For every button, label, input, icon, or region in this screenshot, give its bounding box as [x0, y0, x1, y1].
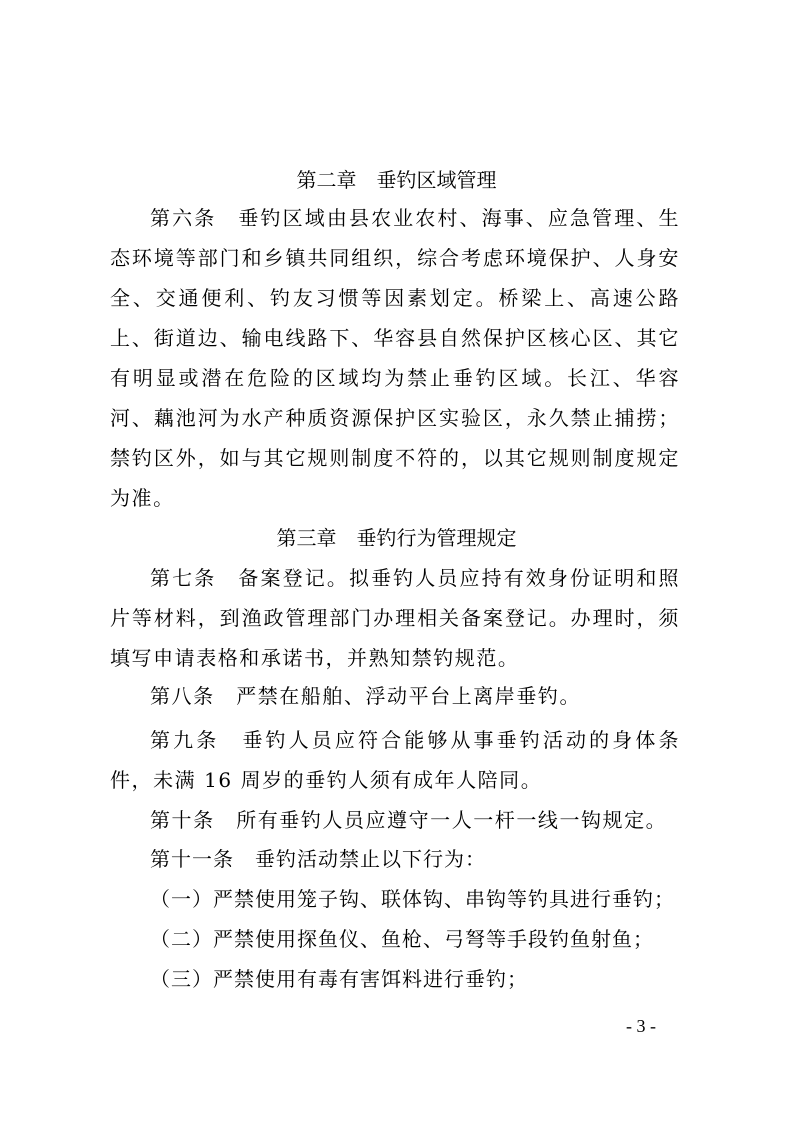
- article-11-item-1: （一）严禁使用笼子钩、联体钩、串钩等钓具进行垂钓；: [150, 887, 675, 911]
- page-number: - 3 -: [626, 1016, 656, 1036]
- article-9-paragraph: 第九条 垂钓人员应符合能够从事垂钓活动的身体条件，未满 16 周岁的垂钓人须有成年人陪同。: [110, 728, 680, 792]
- article-11-paragraph: 第十一条 垂钓活动禁止以下行为：: [150, 847, 486, 871]
- article-7-paragraph: 第七条 备案登记。拟垂钓人员应持有效身份证明和照片等材料，到渔政管理部门办理相关备案登记。办理时，须填写申请表格和承诺书，并熟知禁钓规范。: [110, 566, 680, 670]
- article-6-paragraph: 第六条 垂钓区域由县农业农村、海事、应急管理、生态环境等部门和乡镇共同组织，综合考虑环境保护、人身安全、交通便利、钓友习惯等因素划定。桥梁上、高速公路上、街道边、输电线路下、华容县自然保护区核心区、其它有明显或潜在危险的区域均为禁止垂钓区域。长江、华容河、藕池河为水产种质资源保护区实验区，永久禁止捕捞；禁钓区外，如与其它规则制度不符的，以其它规则制度规定为准。: [110, 206, 680, 510]
- chapter-3-heading: 第三章 垂钓行为管理规定: [276, 526, 517, 550]
- article-11-item-2: （二）严禁使用探鱼仪、鱼枪、弓弩等手段钓鱼射鱼；: [150, 927, 654, 951]
- article-11-item-3: （三）严禁使用有毒有害饵料进行垂钓；: [150, 967, 528, 991]
- article-8-paragraph: 第八条 严禁在船舶、浮动平台上离岸垂钓。: [150, 684, 581, 708]
- article-10-paragraph: 第十条 所有垂钓人员应遵守一人一杆一线一钩规定。: [150, 808, 668, 832]
- chapter-2-heading: 第二章 垂钓区域管理: [296, 168, 497, 192]
